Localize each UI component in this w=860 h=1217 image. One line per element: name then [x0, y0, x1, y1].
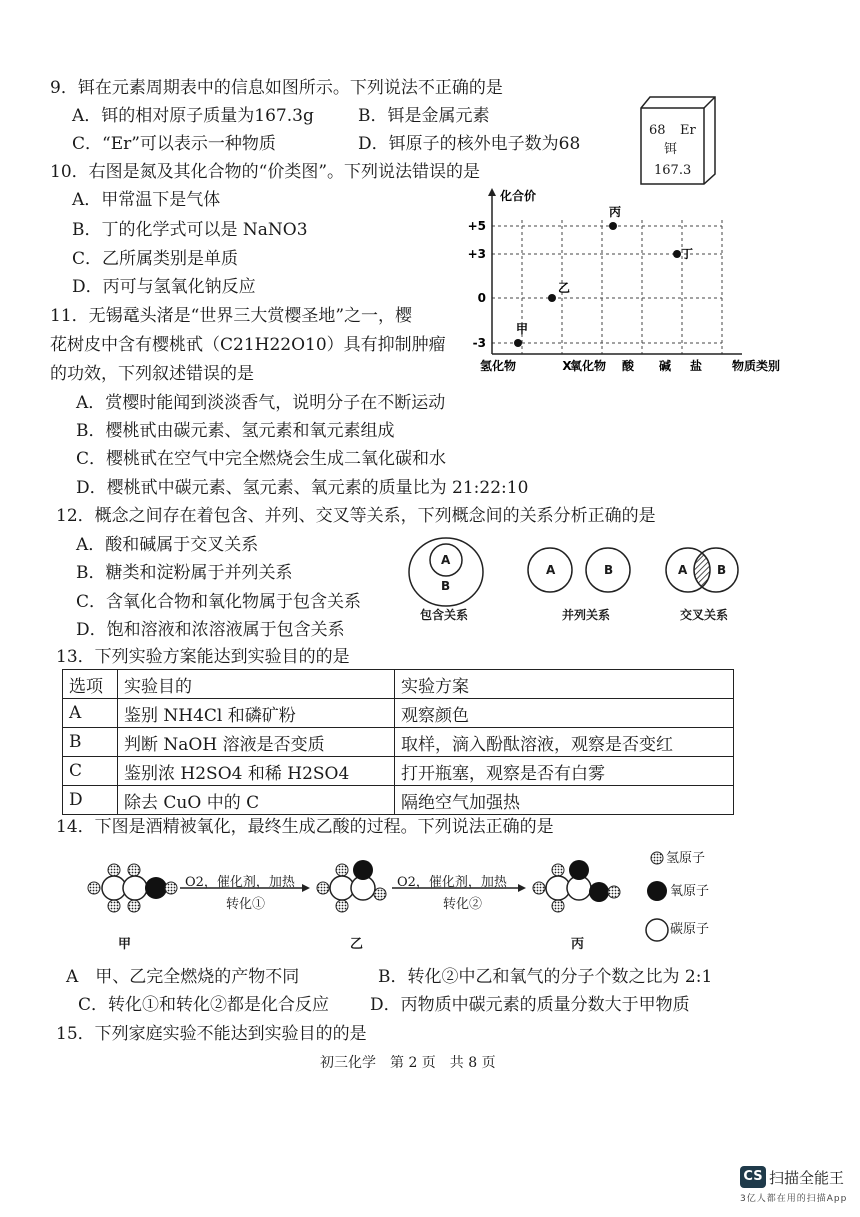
scanner-logo-icon: CS — [740, 1166, 766, 1188]
x-tick-label: X — [562, 359, 572, 373]
acetic-acid-molecule — [533, 860, 620, 912]
data-point — [609, 222, 617, 230]
q12-option-c: C．含氧化合物和氧化物属于包含关系 — [76, 592, 362, 612]
q9-option-d: D．铒原子的核外电子数为68 — [358, 134, 581, 154]
x-axis-title: 物质类别 — [731, 359, 781, 373]
q14-option-a: A 甲、乙完全燃烧的产物不同 — [66, 967, 300, 987]
q10-option-b: B．丁的化学式可以是 NaNO3 — [72, 220, 308, 240]
contain-caption: 包含关系 — [420, 608, 469, 622]
q12-option-b: B．糖类和淀粉属于并列关系 — [76, 563, 293, 583]
row-plan: 隔绝空气加强热 — [395, 786, 734, 815]
scanner-watermark — [740, 1166, 847, 1204]
header-option: 选项 — [63, 670, 118, 699]
y-tick-label: -3 — [472, 336, 486, 350]
cross-caption: 交叉关系 — [680, 608, 729, 622]
experiment-table — [62, 669, 734, 815]
x-tick-label: 盐 — [689, 359, 703, 373]
legend-oxygen-icon — [647, 881, 667, 901]
legend-oxygen: 氧原子 — [670, 884, 710, 899]
molecule-jia-label: 甲 — [118, 937, 132, 952]
parallel-caption: 并列关系 — [562, 608, 611, 622]
x-tick-label: 酸 — [621, 359, 635, 373]
header-plan: 实验方案 — [395, 670, 734, 699]
row-purpose: 鉴别 NH4Cl 和磷矿粉 — [118, 699, 395, 728]
q10-option-a: A．甲常温下是气体 — [72, 190, 221, 210]
row-plan: 取样，滴入酚酞溶液，观察是否变红 — [395, 728, 734, 757]
q10-stem: 10．右图是氮及其化合物的“价类图”。下列说法错误的是 — [50, 162, 481, 182]
q10-option-d: D．丙可与氢氧化钠反应 — [72, 277, 256, 297]
q11-line3: 的功效，下列叙述错误的是 — [50, 364, 254, 384]
row-purpose: 鉴别浓 H2SO4 和稀 H2SO4 — [118, 757, 395, 786]
element-symbol: Er — [680, 123, 696, 138]
table-row — [63, 699, 734, 728]
legend-hydrogen: 氢原子 — [666, 851, 706, 866]
element-number: 68 — [649, 123, 666, 138]
cross-label-a: A — [678, 563, 688, 577]
q11-option-a: A．赏樱时能闻到淡淡香气，说明分子在不断运动 — [76, 393, 446, 413]
row-option: A — [63, 699, 118, 728]
data-point-label: 丁 — [681, 247, 694, 261]
row-purpose: 除去 CuO 中的 C — [118, 786, 395, 815]
scanner-slogan: 3亿人都在用的扫描App — [740, 1194, 848, 1204]
step1-condition: O2，催化剂，加热 — [185, 875, 295, 890]
cross-label-b: B — [717, 563, 727, 577]
q12-option-d: D．饱和溶液和浓溶液属于包含关系 — [76, 620, 345, 640]
row-option: B — [63, 728, 118, 757]
q9-option-b: B．铒是金属元素 — [358, 106, 490, 126]
x-tick-label: 氧化物 — [569, 359, 607, 373]
q9-option-c: C．“Er”可以表示一种物质 — [72, 134, 276, 154]
data-point-label: 甲 — [516, 322, 529, 336]
molecule-bing-label: 丙 — [571, 937, 585, 952]
q15-stem: 15．下列家庭实验不能达到实验目的的是 — [56, 1024, 367, 1044]
table-header-row — [63, 670, 734, 699]
ethanol-molecule — [88, 864, 177, 912]
acetaldehyde-molecule — [317, 860, 386, 912]
data-point — [673, 250, 681, 258]
table-row — [63, 757, 734, 786]
page-footer: 初三化学 第 2 页 共 8 页 — [320, 1055, 496, 1071]
q11-option-d: D．樱桃甙中碳元素、氢元素、氧元素的质量比为 21:22:10 — [76, 478, 529, 498]
q12-option-a: A．酸和碱属于交叉关系 — [76, 535, 259, 555]
q10-option-c: C．乙所属类别是单质 — [72, 249, 239, 269]
y-tick-label: +3 — [467, 247, 486, 261]
contain-outer-circle — [409, 538, 483, 606]
q11-line1: 11．无锡鼋头渚是“世界三大赏樱圣地”之一，樱 — [50, 306, 413, 326]
step1-label: 转化① — [226, 897, 266, 912]
legend-carbon-icon — [646, 919, 668, 941]
data-point — [548, 294, 556, 302]
row-option: D — [63, 786, 118, 815]
row-option: C — [63, 757, 118, 786]
valence-chart — [460, 186, 781, 386]
row-plan: 打开瓶塞，观察是否有白雾 — [395, 757, 734, 786]
reaction-diagram — [80, 850, 700, 930]
element-mass: 167.3 — [654, 163, 692, 178]
header-purpose: 实验目的 — [118, 670, 395, 699]
parallel-label-b: B — [604, 563, 614, 577]
parallel-label-a: A — [546, 563, 556, 577]
y-tick-label: +5 — [467, 219, 486, 233]
legend-hydrogen-icon — [651, 852, 663, 864]
data-point-label: 乙 — [558, 281, 571, 295]
table-row — [63, 728, 734, 757]
q11-option-c: C．樱桃甙在空气中完全燃烧会生成二氧化碳和水 — [76, 449, 447, 469]
x-tick-label: 碱 — [658, 359, 672, 373]
y-tick-label: 0 — [477, 291, 486, 305]
q11-line2: 花树皮中含有樱桃甙（C21H22O10）具有抑制肿瘤 — [50, 335, 446, 355]
y-axis-arrow — [488, 188, 496, 196]
legend-carbon: 碳原子 — [670, 922, 710, 937]
table-row — [63, 786, 734, 815]
row-plan: 观察颜色 — [395, 699, 734, 728]
q14-option-c: C．转化①和转化②都是化合反应 — [78, 995, 330, 1015]
q14-option-d: D．丙物质中碳元素的质量分数大于甲物质 — [370, 995, 690, 1015]
q12-stem: 12．概念之间存在着包含、并列、交叉等关系，下列概念间的关系分析正确的是 — [56, 506, 656, 526]
y-axis-title: 化合价 — [500, 189, 537, 203]
row-purpose: 判断 NaOH 溶液是否变质 — [118, 728, 395, 757]
q14-option-b: B．转化②中乙和氧气的分子个数之比为 2:1 — [378, 967, 713, 987]
q11-option-b: B．樱桃甙由碳元素、氢元素和氧元素组成 — [76, 421, 395, 441]
step2-label: 转化② — [443, 897, 483, 912]
q9-stem: 9．铒在元素周期表中的信息如图所示。下列说法不正确的是 — [50, 78, 503, 98]
contain-label-b: B — [441, 579, 451, 593]
molecule-yi-label: 乙 — [350, 937, 364, 952]
data-point — [514, 339, 522, 347]
element-name: 铒 — [664, 142, 678, 157]
q9-option-a: A．铒的相对原子质量为167.3g — [72, 106, 314, 126]
step2-condition: O2，催化剂，加热 — [397, 875, 507, 890]
scanner-name: 扫描全能王 — [769, 1168, 845, 1187]
contain-label-a: A — [441, 553, 451, 567]
x-tick-label: 氢化物 — [479, 359, 517, 373]
q14-stem: 14．下图是酒精被氧化，最终生成乙酸的过程。下列说法正确的是 — [56, 817, 554, 837]
data-point-label: 丙 — [609, 205, 622, 219]
q13-stem: 13．下列实验方案能达到实验目的的是 — [56, 647, 350, 667]
